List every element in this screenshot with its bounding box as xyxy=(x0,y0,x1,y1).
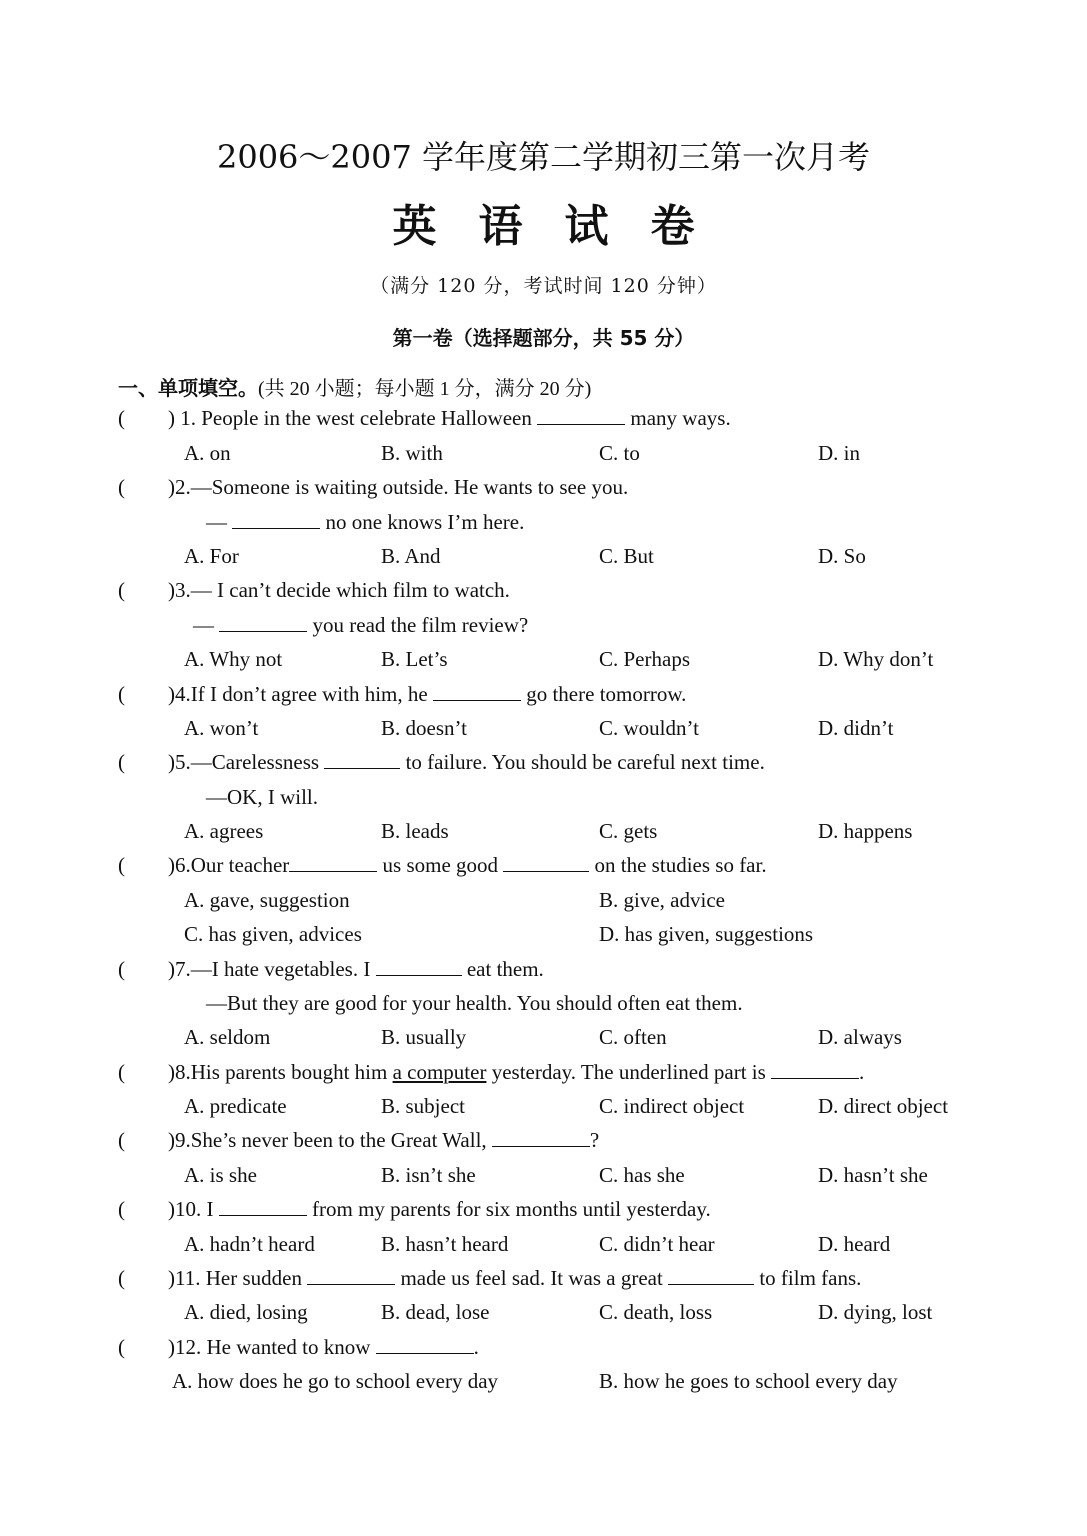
question-1: ( ) 1. People in the west celebrate Halloween many ways. xyxy=(118,406,731,430)
option-d: D. in xyxy=(818,441,860,465)
option-a: A. died, losing xyxy=(184,1300,308,1324)
question-6: ( )6.Our teacher us some good on the studies so far. xyxy=(118,853,767,877)
answer-blank xyxy=(503,853,589,872)
option-c: C. Perhaps xyxy=(599,647,690,671)
answer-blank xyxy=(219,1197,307,1216)
option-a: A. For xyxy=(184,544,239,568)
answer-paren[interactable]: ( xyxy=(118,1266,125,1290)
answer-paren[interactable]: ( xyxy=(118,475,125,499)
option-c: C. often xyxy=(599,1025,667,1049)
option-d: D. dying, lost xyxy=(818,1300,933,1324)
option-d: D. heard xyxy=(818,1232,891,1256)
option-a: A. Why not xyxy=(184,647,283,671)
question-5: ( )5.—Carelessness to failure. You should be careful next time. xyxy=(118,750,765,774)
answer-paren[interactable]: ( xyxy=(118,578,125,602)
answer-paren[interactable]: ( xyxy=(118,682,125,706)
option-d: D. hasn’t she xyxy=(818,1163,928,1187)
option-d: D. always xyxy=(818,1025,902,1049)
answer-blank xyxy=(289,853,377,872)
answer-blank xyxy=(376,1335,474,1354)
option-b: B. doesn’t xyxy=(381,716,467,740)
option-a: A. hadn’t heard xyxy=(184,1232,315,1256)
option-b: B. how he goes to school every day xyxy=(599,1369,898,1393)
option-b: B. give, advice xyxy=(599,888,725,912)
answer-paren[interactable]: ( xyxy=(118,957,125,981)
question-12: ( )12. He wanted to know . xyxy=(118,1335,479,1359)
option-b: B. isn’t she xyxy=(381,1163,476,1187)
question-10: ( )10. I from my parents for six months until yesterday. xyxy=(118,1197,711,1221)
option-d: D. Why don’t xyxy=(818,647,934,671)
option-b: B. with xyxy=(381,441,443,465)
option-a: A. on xyxy=(184,441,231,465)
option-d: D. has given, suggestions xyxy=(599,922,814,946)
option-a: A. seldom xyxy=(184,1025,271,1049)
option-a: A. won’t xyxy=(184,716,259,740)
option-b: B. subject xyxy=(381,1094,465,1118)
option-a: A. gave, suggestion xyxy=(184,888,350,912)
option-b: B. leads xyxy=(381,819,449,843)
option-c: C. has given, advices xyxy=(184,922,362,946)
underlined-phrase: a computer xyxy=(392,1060,487,1084)
answer-blank xyxy=(324,750,400,769)
option-b: B. hasn’t heard xyxy=(381,1232,509,1256)
answer-blank xyxy=(537,406,625,425)
option-b: B. dead, lose xyxy=(381,1300,490,1324)
option-c: C. gets xyxy=(599,819,658,843)
answer-blank xyxy=(307,1266,395,1285)
question-9: ( )9.She’s never been to the Great Wall, ? xyxy=(118,1128,600,1152)
option-c: C. has she xyxy=(599,1163,685,1187)
question-8: ( )8.His parents bought him a computer yesterday. The underlined part is . xyxy=(118,1060,865,1084)
exam-title: 2006～2007 学年度第二学期初三第一次月考 xyxy=(216,138,871,176)
answer-blank xyxy=(433,682,521,701)
answer-blank xyxy=(771,1060,859,1079)
answer-paren[interactable]: ( xyxy=(118,1060,125,1084)
option-c: C. But xyxy=(599,544,654,568)
option-a: A. agrees xyxy=(184,819,264,843)
question-2-reply: — no one knows I’m here. xyxy=(206,510,525,534)
answer-paren[interactable]: ( xyxy=(118,853,125,877)
answer-paren[interactable]: ( xyxy=(118,750,125,774)
answer-blank xyxy=(376,957,462,976)
part-heading: 第一卷（选择题部分，共 55 分） xyxy=(392,326,695,350)
option-c: C. death, loss xyxy=(599,1300,713,1324)
option-d: D. happens xyxy=(818,819,913,843)
subject-title: 英语试卷 xyxy=(392,201,737,252)
option-b: B. Let’s xyxy=(381,647,448,671)
question-3: ( )3.— I can’t decide which film to watch. xyxy=(118,578,510,602)
question-3-reply: — you read the film review? xyxy=(193,613,529,637)
option-a: A. is she xyxy=(184,1163,257,1187)
question-4: ( )4.If I don’t agree with him, he go there tomorrow. xyxy=(118,682,687,706)
option-d: D. didn’t xyxy=(818,716,894,740)
option-c: C. indirect object xyxy=(599,1094,745,1118)
question-11: ( )11. Her sudden made us feel sad. It was a great to film fans. xyxy=(118,1266,862,1290)
answer-blank xyxy=(668,1266,754,1285)
score-time-note: （满分 120 分，考试时间 120 分钟） xyxy=(370,275,717,297)
option-a: A. predicate xyxy=(184,1094,287,1118)
option-b: B. And xyxy=(381,544,441,568)
question-7-reply: —But they are good for your health. You should often eat them. xyxy=(206,991,743,1015)
option-c: C. didn’t hear xyxy=(599,1232,715,1256)
answer-blank xyxy=(219,613,307,632)
option-d: D. direct object xyxy=(818,1094,949,1118)
option-a: A. how does he go to school every day xyxy=(172,1369,499,1393)
option-c: C. to xyxy=(599,441,640,465)
question-7: ( )7.—I hate vegetables. I eat them. xyxy=(118,957,544,981)
question-5-reply: —OK, I will. xyxy=(206,785,318,809)
answer-blank xyxy=(232,510,320,529)
option-d: D. So xyxy=(818,544,866,568)
answer-paren[interactable]: ( xyxy=(118,1128,125,1152)
question-2: ( )2.—Someone is waiting outside. He wants to see you. xyxy=(118,475,629,499)
option-c: C. wouldn’t xyxy=(599,716,699,740)
answer-paren[interactable]: ( xyxy=(118,406,125,430)
option-b: B. usually xyxy=(381,1025,467,1049)
answer-paren[interactable]: ( xyxy=(118,1335,125,1359)
section-heading: 一、单项填空。(共 20 小题；每小题 1 分，满分 20 分) xyxy=(118,376,592,400)
answer-blank xyxy=(492,1128,590,1147)
answer-paren[interactable]: ( xyxy=(118,1197,125,1221)
